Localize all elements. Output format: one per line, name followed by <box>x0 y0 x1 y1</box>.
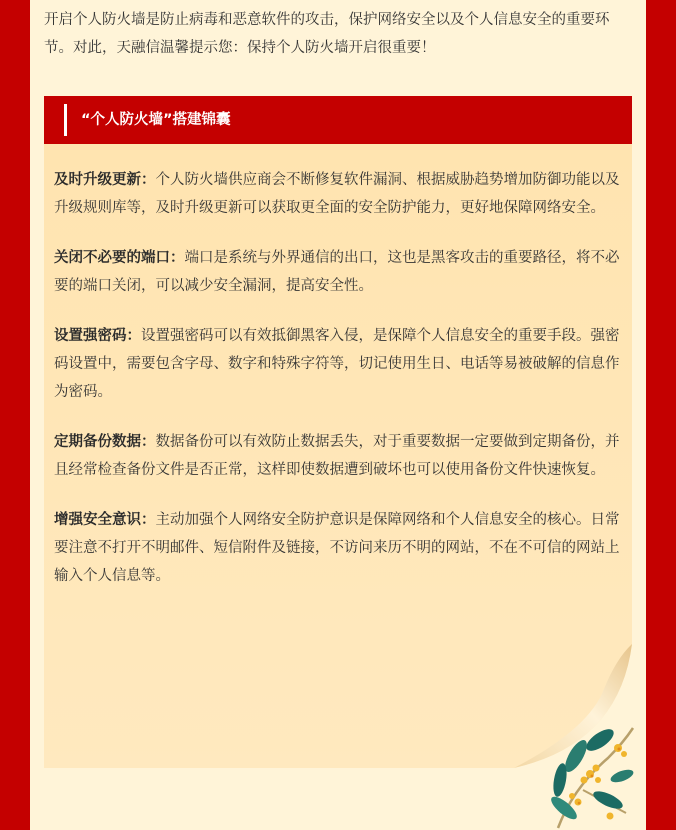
osmanthus-flower-icon <box>538 718 638 830</box>
tips-panel <box>44 144 632 768</box>
tip-body: 个人防火墙供应商会不断修复软件漏洞、根据威胁趋势增加防御功能以及升级规则库等，及时升级更新可以获取更全面的安全防护能力，更好地保障网络安全。 <box>54 172 620 216</box>
tip-heading: 定期备份数据： <box>54 434 156 450</box>
tip-body: 设置强密码可以有效抵御黑客入侵，是保障个人信息安全的重要手段。强密码设置中，需要包含字母、数字和特殊字符等，切记使用生日、电话等易被破解的信息作为密码。 <box>54 328 620 400</box>
section-title: “个人防火墙”搭建锦囊 <box>81 112 231 128</box>
article-body <box>30 0 646 830</box>
tip-heading: 关闭不必要的端口： <box>54 250 185 266</box>
tip-body: 数据备份可以有效防止数据丢失，对于重要数据一定要做到定期备份，并且经常检查备份文件是否正常，这样即使数据遭到破坏也可以使用备份文件快速恢复。 <box>54 434 620 478</box>
tip-awareness <box>54 506 626 590</box>
tip-heading: 设置强密码： <box>54 328 141 344</box>
tip-ports <box>54 244 626 300</box>
tip-heading: 增强安全意识： <box>54 512 156 528</box>
tip-body: 端口是系统与外界通信的出口，这也是黑客攻击的重要路径，将不必要的端口关闭，可以减少安全漏洞，提高安全性。 <box>54 250 620 294</box>
tip-body: 主动加强个人网络安全防护意识是保障网络和个人信息安全的核心。日常要注意不打开不明邮件、短信附件及链接，不访问来历不明的网站，不在不可信的网站上输入个人信息等。 <box>54 512 620 584</box>
tip-heading: 及时升级更新： <box>54 172 156 188</box>
tip-backup <box>54 428 626 484</box>
tip-update <box>54 166 626 222</box>
tip-password <box>54 322 626 406</box>
section-header <box>44 96 632 144</box>
header-accent-bar <box>64 104 67 136</box>
tips-list <box>54 166 626 612</box>
intro-paragraph: 开启个人防火墙是防止病毒和恶意软件的攻击，保护网络安全以及个人信息安全的重要环节。对此，天融信温馨提示您：保持个人防火墙开启很重要！ <box>44 12 610 56</box>
